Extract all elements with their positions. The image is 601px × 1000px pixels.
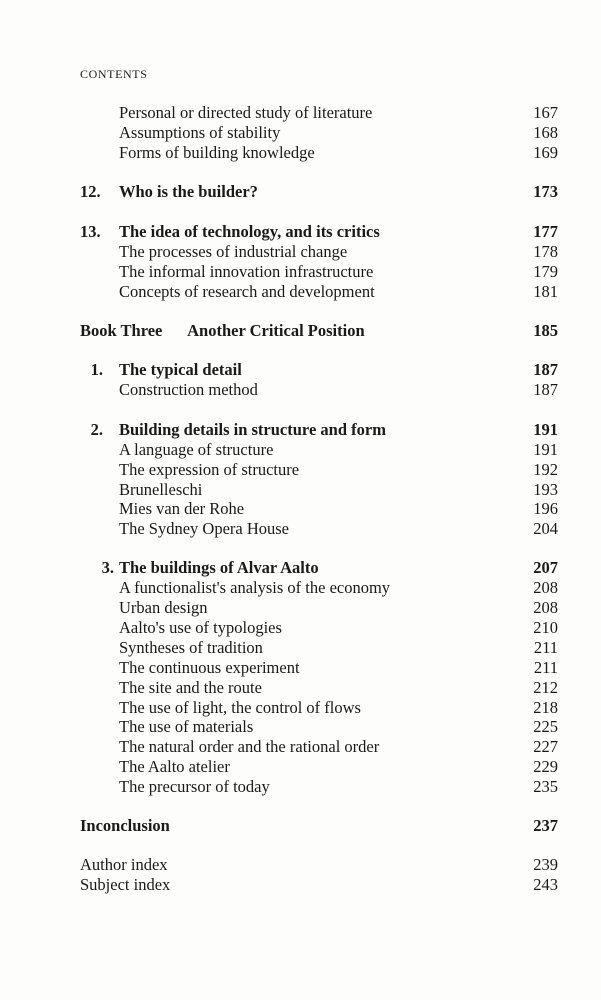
- toc-section-inconclusion[interactable]: [80, 816, 558, 836]
- entry-title: A language of structure: [119, 440, 274, 459]
- entry-title: The expression of structure: [119, 460, 300, 479]
- entry-title: The Aalto atelier: [119, 757, 230, 776]
- chapter-number: 2.: [90, 420, 103, 439]
- entry-page: 179: [533, 262, 558, 281]
- entry-page: 187: [533, 380, 558, 399]
- entry-page: 225: [533, 717, 558, 736]
- entry-page: 218: [533, 698, 558, 717]
- entry-page: 211: [533, 658, 558, 677]
- toc-entry[interactable]: [80, 103, 558, 123]
- running-head: CONTENTS: [80, 67, 148, 81]
- toc-subject-index[interactable]: [80, 875, 558, 895]
- toc-entry[interactable]: [80, 242, 558, 262]
- entry-page: 204: [533, 519, 558, 538]
- chapter-page: 207: [533, 558, 558, 577]
- entry-page: 212: [533, 678, 558, 697]
- entry-page: 181: [533, 282, 558, 301]
- entry-title: Urban design: [119, 598, 208, 617]
- entry-title: Concepts of research and development: [119, 282, 375, 301]
- toc-entry[interactable]: [80, 658, 558, 678]
- toc-entry[interactable]: [80, 678, 558, 698]
- book-title: Book Three Another Critical Position: [80, 321, 365, 340]
- entry-title: Assumptions of stability: [119, 123, 281, 142]
- toc-chapter[interactable]: [80, 182, 558, 202]
- index-page: 243: [533, 875, 558, 894]
- toc-chapter[interactable]: [80, 360, 558, 380]
- entry-page: 191: [533, 440, 558, 459]
- entry-page: 196: [533, 499, 558, 518]
- toc-entry[interactable]: [80, 698, 558, 718]
- toc-entry[interactable]: [80, 717, 558, 737]
- index-title: Author index: [80, 855, 168, 874]
- entry-page: 210: [533, 618, 558, 637]
- toc-chapter[interactable]: [80, 222, 558, 242]
- entry-title: The use of materials: [119, 717, 254, 736]
- chapter-page: 187: [533, 360, 558, 379]
- toc-entry[interactable]: [80, 440, 558, 460]
- chapter-number: 12.: [80, 182, 101, 201]
- chapter-title: The typical detail: [119, 360, 242, 379]
- entry-page: 193: [533, 480, 558, 499]
- entry-page: 192: [533, 460, 558, 479]
- entry-title: The site and the route: [119, 678, 262, 697]
- chapter-page: 191: [533, 420, 558, 439]
- entry-title: The use of light, the control of flows: [119, 698, 361, 717]
- entry-title: Personal or directed study of literature: [119, 103, 373, 122]
- chapter-number: 1.: [90, 360, 103, 379]
- chapter-title: Who is the builder?: [119, 182, 258, 201]
- toc-chapter[interactable]: [80, 558, 558, 578]
- chapter-title: The buildings of Alvar Aalto: [119, 558, 319, 577]
- entry-title: Brunelleschi: [119, 480, 203, 499]
- entry-page: 235: [533, 777, 558, 796]
- toc-entry[interactable]: [80, 380, 558, 400]
- toc-entry[interactable]: [80, 262, 558, 282]
- chapter-page: 177: [533, 222, 558, 241]
- entry-title: The informal innovation infrastructure: [119, 262, 374, 281]
- toc-entry[interactable]: [80, 757, 558, 777]
- entry-title: Mies van der Rohe: [119, 499, 245, 518]
- entry-title: Syntheses of tradition: [119, 638, 263, 657]
- toc-entry[interactable]: [80, 480, 558, 500]
- entry-page: 227: [533, 737, 558, 756]
- toc-entry[interactable]: [80, 777, 558, 797]
- chapter-title: The idea of technology, and its critics: [119, 222, 380, 241]
- toc-entry[interactable]: [80, 123, 558, 143]
- index-page: 239: [533, 855, 558, 874]
- entry-title: Forms of building knowledge: [119, 143, 315, 162]
- entry-page: 229: [533, 757, 558, 776]
- toc-chapter[interactable]: [80, 420, 558, 440]
- entry-title: The continuous experiment: [119, 658, 300, 677]
- entry-title: A functionalist's analysis of the economy: [119, 578, 391, 597]
- entry-title: Aalto's use of typologies: [119, 618, 282, 637]
- toc-entry[interactable]: [80, 143, 558, 163]
- chapter-number: 13.: [80, 222, 101, 241]
- entry-title: The natural order and the rational order: [119, 737, 380, 756]
- chapter-title: Building details in structure and form: [119, 420, 386, 439]
- section-title: Inconclusion: [80, 816, 170, 835]
- entry-page: 168: [533, 123, 558, 142]
- toc-entry[interactable]: [80, 638, 558, 658]
- entry-page: 169: [533, 143, 558, 162]
- toc-entry[interactable]: [80, 598, 558, 618]
- entry-title: The Sydney Opera House: [119, 519, 289, 538]
- toc-entry[interactable]: [80, 460, 558, 480]
- index-title: Subject index: [80, 875, 171, 894]
- chapter-number: 3.: [101, 558, 114, 577]
- entry-page: 211: [533, 638, 558, 657]
- entry-page: 208: [533, 598, 558, 617]
- entry-title: The precursor of today: [119, 777, 270, 796]
- entry-title: Construction method: [119, 380, 258, 399]
- entry-page: 208: [533, 578, 558, 597]
- toc-entry[interactable]: [80, 282, 558, 302]
- chapter-page: 173: [533, 182, 558, 201]
- section-page: 237: [533, 816, 558, 835]
- toc-entry[interactable]: [80, 499, 558, 519]
- toc-author-index[interactable]: [80, 855, 558, 875]
- toc-book-heading[interactable]: [80, 321, 558, 341]
- entry-title: The processes of industrial change: [119, 242, 348, 261]
- entry-page: 178: [533, 242, 558, 261]
- book-page: 185: [533, 321, 558, 340]
- toc-entry[interactable]: [80, 737, 558, 757]
- entry-page: 167: [533, 103, 558, 122]
- toc-entry[interactable]: [80, 578, 558, 598]
- toc-entry[interactable]: [80, 618, 558, 638]
- toc-entry[interactable]: [80, 519, 558, 539]
